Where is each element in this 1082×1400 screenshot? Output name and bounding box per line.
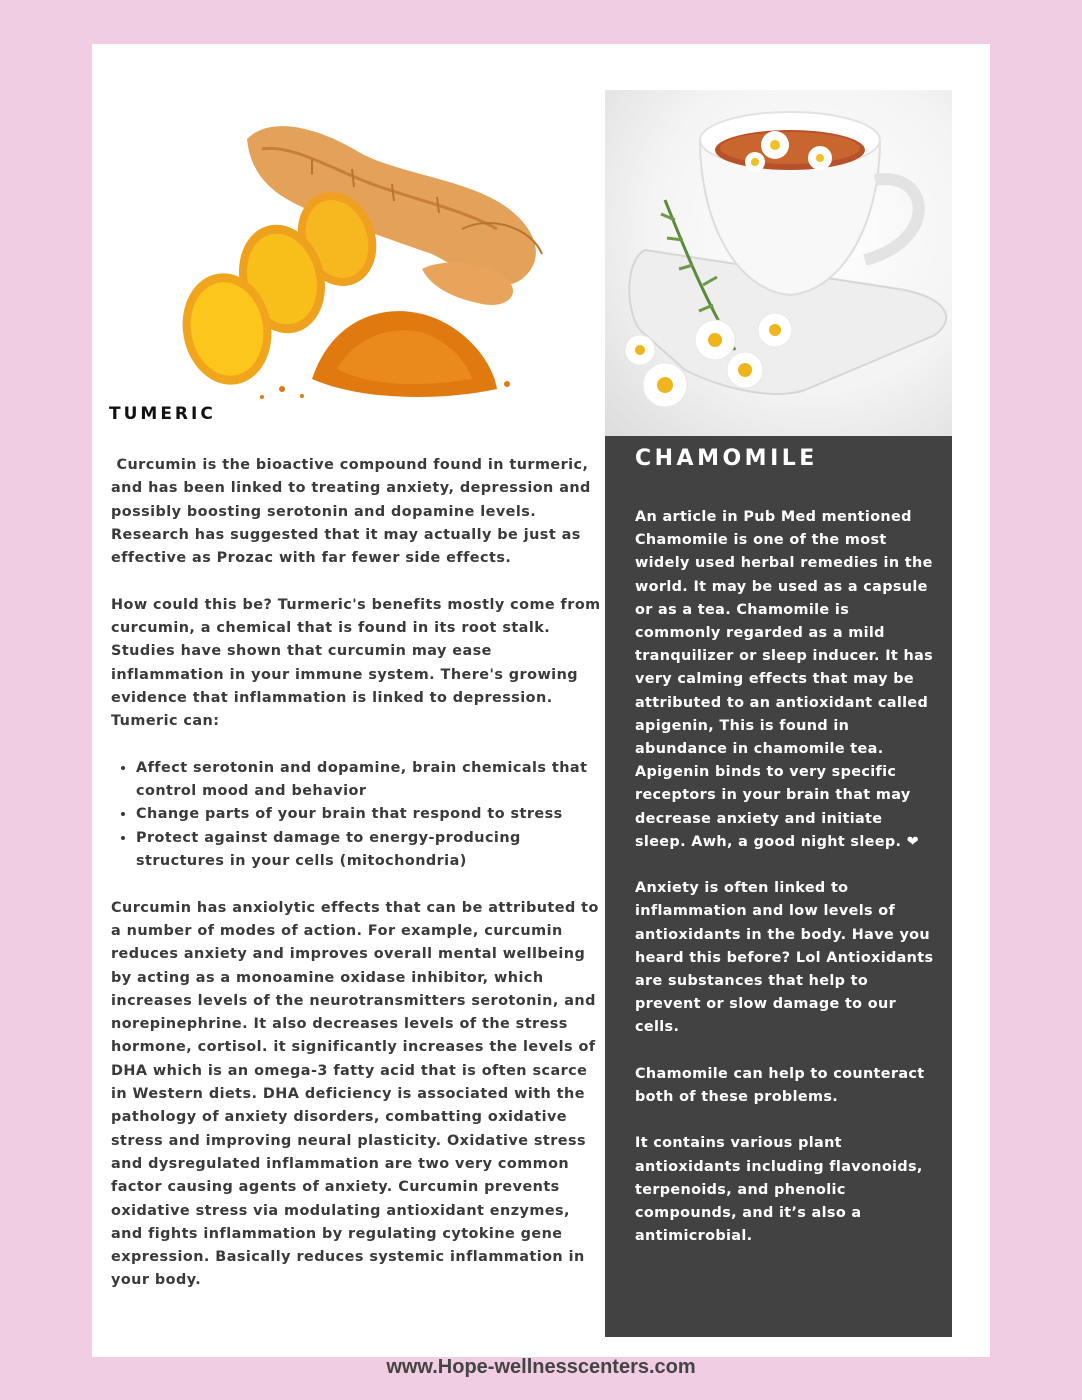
list-item: • Change parts of your brain that respond to stress	[136, 803, 603, 826]
tumeric-heading: TUMERIC	[109, 404, 216, 424]
chamomile-paragraph-4: It contains various plant antioxidants including flavonoids, terpenoids, and phenolic compounds, and it’s also a antimicrobial.	[635, 1135, 923, 1245]
list-item: • Protect against damage to energy-producing structures in your cells (mitochondria)	[136, 827, 603, 874]
footer-website-url: www.Hope-wellnesscenters.com	[386, 1356, 696, 1378]
document-page	[92, 44, 990, 1357]
tumeric-body	[111, 454, 603, 1316]
tumeric-paragraph-1: Curcumin is the bioactive compound found in turmeric, and has been linked to treating anxiety, depression and possibly boosting serotonin and dopamine levels. Research has suggested that it may actually be just as effective as Prozac with far fewer side effects.	[111, 457, 597, 567]
chamomile-image	[605, 90, 952, 436]
chamomile-paragraph-3: Chamomile can help to counteract both of these problems.	[635, 1065, 925, 1106]
chamomile-panel	[605, 436, 952, 1337]
chamomile-paragraph-2: Anxiety is often linked to inflammation and low levels of antioxidants in the body. Have you heard this before? Lol Antioxidants are substances that help to prevent or slow damage to our cells.	[635, 880, 934, 1036]
chamomile-body	[635, 506, 935, 1272]
chamomile-heading: CHAMOMILE	[635, 446, 818, 471]
tumeric-benefits-list	[111, 757, 603, 873]
chamomile-paragraph-1: An article in Pub Med mentioned Chamomile is one of the most widely used herbal remedies in the world. It may be used as a capsule or as a tea. Chamomile is commonly regarded as a mild tranquilizer or sleep inducer. It has very calming effects that may be attributed to an antioxidant called apigenin, This is found in abundance in chamomile tea. Apigenin binds to very specific receptors in your brain that may decrease anxiety and initiate sleep. Awh, a good night sleep. ❤	[635, 509, 934, 850]
tumeric-paragraph-3: Curcumin has anxiolytic effects that can be attributed to a number of modes of action. For example, curcumin reduces anxiety and improves overall mental wellbeing by acting as a monoamine oxidase inhibitor, which increases levels of the neurotransmitters serotonin, and norepinephrine. It also decreases levels of the stress hormone, cortisol. it significantly increases the levels of DHA which is an omega-3 fatty acid that is often scarce in Western diets. DHA deficiency is associated with the pathology of anxiety disorders, combatting oxidative stress and improving neural plasticity. Oxidative stress and dysregulated inflammation are two very common factor causing agents of anxiety. Curcumin prevents oxidative stress via modulating antioxidant enzymes, and fights inflammation by regulating cytokine gene expression. Basically reduces systemic inflammation in your body.	[111, 899, 599, 1289]
tumeric-paragraph-2: How could this be? Turmeric's benefits mostly come from curcumin, a chemical that is found in its root stalk. Studies have shown that curcumin may ease inflammation in your immune system. There's growing evidence that inflammation is linked to depression. Tumeric can:	[111, 596, 601, 730]
turmeric-image	[162, 109, 562, 404]
list-item: • Affect serotonin and dopamine, brain chemicals that control mood and behavior	[136, 757, 603, 804]
chamomile-tea-illustration	[605, 90, 952, 436]
